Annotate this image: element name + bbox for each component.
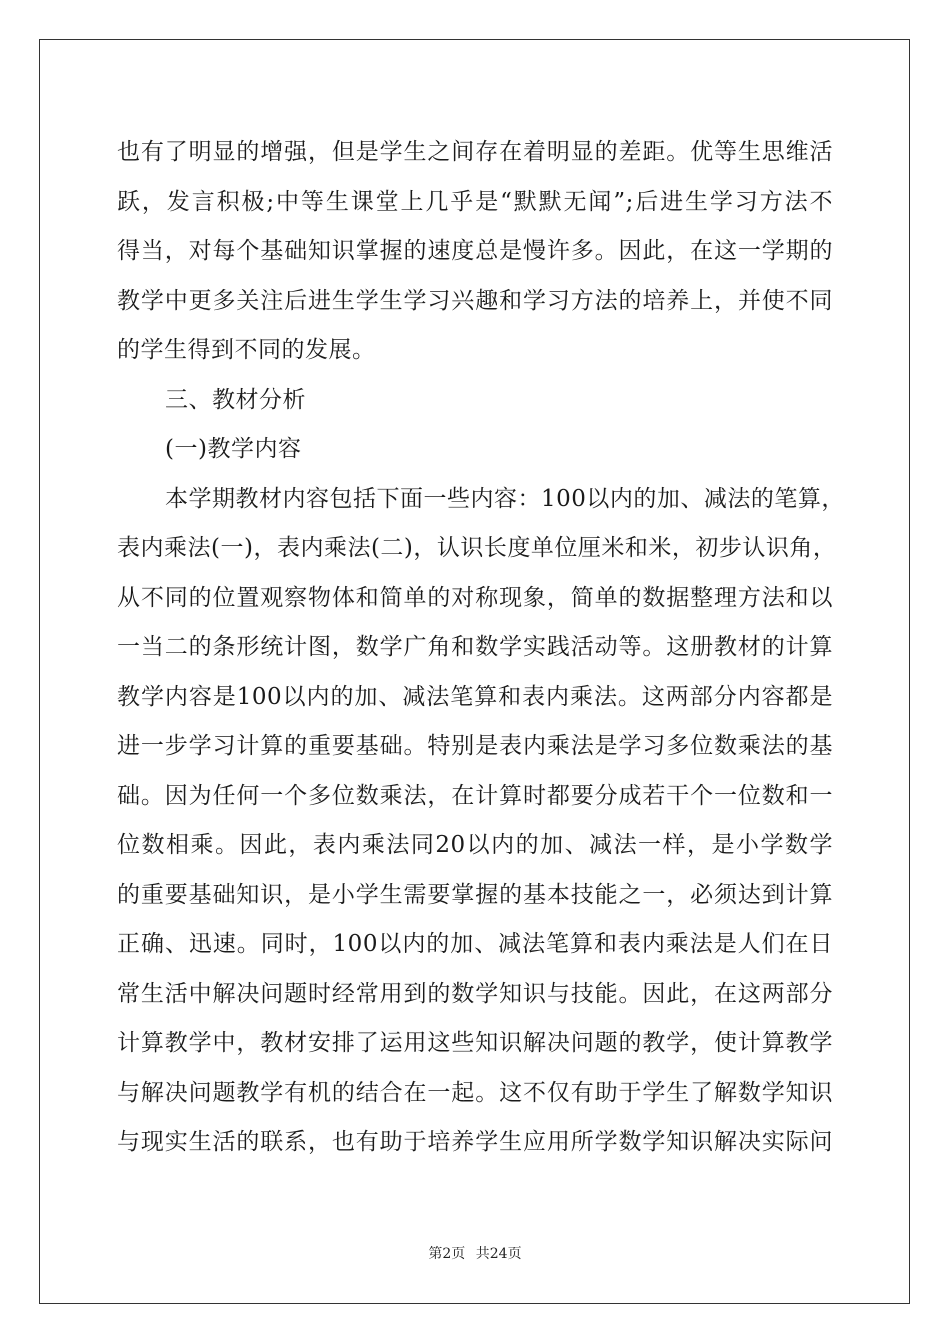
text-line: 本学期教材内容包括下面一些内容：100以内的加、减法的笔算，: [165, 485, 845, 512]
text-line: 教学中更多关注后进生学生学习兴趣和学习方法的培养上，并使不同: [117, 287, 833, 314]
text-line: 从不同的位置观察物体和简单的对称现象，简单的数据整理方法和以: [117, 584, 833, 611]
text-line: 进一步学习计算的重要基础。特别是表内乘法是学习多位数乘法的基: [117, 733, 833, 759]
text-line: 的重要基础知识，是小学生需要掌握的基本技能之一，必须达到计算: [117, 881, 833, 908]
text-line: 也有了明显的增强，但是学生之间存在着明显的差距。优等生思维活: [117, 139, 833, 165]
text-line: 表内乘法(一)，表内乘法(二)，认识长度单位厘米和米，初步认识角，: [117, 535, 837, 561]
page-number: 第2页: [428, 1246, 466, 1262]
document-body: [117, 128, 845, 1168]
text-line: 正确、迅速。同时，100以内的加、减法笔算和表内乘法是人们在日: [117, 931, 833, 957]
subsection-heading: (一)教学内容: [165, 436, 302, 462]
text-line: 教学内容是100以内的加、减法笔算和表内乘法。这两部分内容都是: [117, 683, 833, 710]
text-line: 的学生得到不同的发展。: [117, 337, 376, 363]
page-total: 共24页: [475, 1246, 522, 1262]
text-line: 一当二的条形统计图，数学广角和数学实践活动等。这册教材的计算: [117, 634, 833, 660]
text-line: 计算教学中，教材安排了运用这些知识解决问题的教学，使计算教学: [117, 1030, 833, 1056]
text-line: 跃，发言积极;中等生课堂上几乎是“默默无闻”;后进生学习方法不: [117, 188, 833, 215]
page-footer: [0, 1243, 950, 1263]
text-line: 得当，对每个基础知识掌握的速度总是慢许多。因此，在这一学期的: [117, 238, 833, 264]
section-heading: 三、教材分析: [165, 386, 306, 413]
text-line: 与解决问题教学有机的结合在一起。这不仅有助于学生了解数学知识: [117, 1079, 833, 1106]
text-line: 常生活中解决问题时经常用到的数学知识与技能。因此，在这两部分: [117, 980, 833, 1007]
text-line: 础。因为任何一个多位数乘法，在计算时都要分成若干个一位数和一: [117, 782, 833, 809]
text-line: 位数相乘。因此，表内乘法同20以内的加、减法一样，是小学数学: [117, 832, 833, 858]
text-line: 与现实生活的联系，也有助于培养学生应用所学数学知识解决实际问: [117, 1129, 833, 1155]
